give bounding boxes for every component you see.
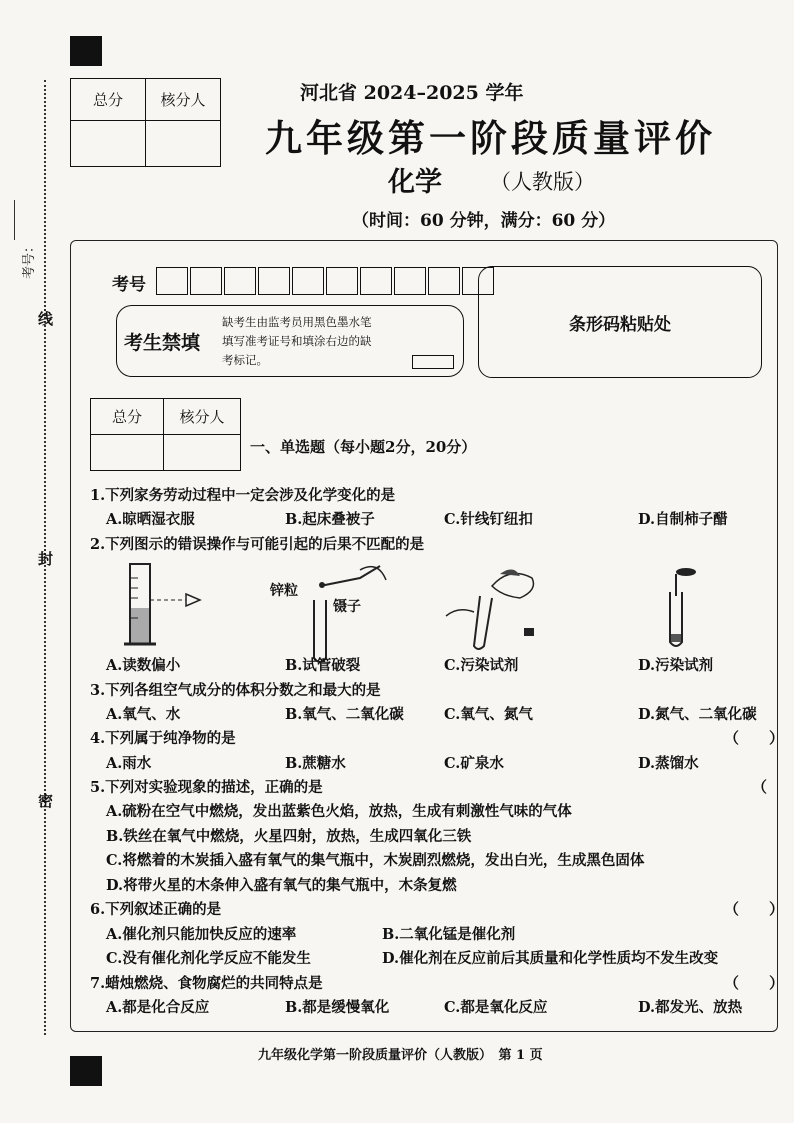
section-checker-header: 核分人 bbox=[164, 399, 241, 435]
q1-option-a[interactable]: A.晾晒湿衣服 bbox=[106, 511, 195, 528]
q3-option-b[interactable]: B.氧气、二氧化碳 bbox=[285, 706, 404, 723]
q6-option-c[interactable]: C.没有催化剂化学反应不能发生 bbox=[106, 950, 311, 967]
corner-mark-top bbox=[70, 36, 102, 66]
q5-option-d[interactable]: D.将带火星的木条伸入盛有氧气的集气瓶中，木条复燃 bbox=[106, 877, 457, 894]
province-year: 河北省 2024–2025 学年 bbox=[300, 82, 524, 104]
side-seal-char: 封 bbox=[38, 550, 54, 568]
corner-mark-bottom bbox=[70, 1056, 102, 1086]
q4-option-a[interactable]: A.雨水 bbox=[106, 755, 152, 772]
q7-answer-paren[interactable]: （ ） bbox=[724, 974, 785, 992]
section-score-table bbox=[90, 398, 241, 471]
q1-option-c[interactable]: C.针线钉纽扣 bbox=[444, 511, 533, 528]
q6-stem: 6.下列叙述正确的是 bbox=[90, 901, 222, 918]
q5-option-b[interactable]: B.铁丝在氧气中燃烧，火星四射，放热，生成四氧化三铁 bbox=[106, 828, 472, 845]
q7-stem: 7.蜡烛燃烧、食物腐烂的共同特点是 bbox=[90, 975, 323, 992]
time-score: （时间：60 分钟，满分：60 分） bbox=[352, 211, 616, 231]
q2-option-d[interactable]: D.污染试剂 bbox=[638, 657, 714, 674]
tweezers-label: 镊子 bbox=[333, 599, 361, 615]
q4-option-c[interactable]: C.矿泉水 bbox=[444, 755, 504, 772]
absent-mark-box[interactable] bbox=[412, 355, 454, 369]
exam-no-box[interactable] bbox=[190, 267, 222, 295]
forbid-text-2: 填写准考证号和填涂右边的缺 bbox=[222, 334, 372, 348]
checker-header: 核分人 bbox=[146, 79, 221, 121]
q2-stem: 2.下列图示的错误操作与可能引起的后果不匹配的是 bbox=[90, 536, 425, 553]
top-score-table bbox=[70, 78, 221, 167]
exam-no-box[interactable] bbox=[258, 267, 290, 295]
exam-no-box[interactable] bbox=[156, 267, 188, 295]
checker-cell[interactable] bbox=[146, 121, 221, 167]
q5-option-c[interactable]: C.将燃着的木炭插入盛有氧气的集气瓶中，木炭剧烈燃烧，发出白光，生成黑色固体 bbox=[106, 852, 645, 869]
section-checker-cell[interactable] bbox=[164, 435, 241, 471]
score-header: 总分 bbox=[71, 79, 146, 121]
q4-option-b[interactable]: B.蔗糖水 bbox=[285, 755, 346, 772]
page-footer: 九年级化学第一阶段质量评价（人教版） 第 1 页 bbox=[258, 1048, 543, 1063]
side-underline bbox=[14, 200, 16, 240]
exam-no-box[interactable] bbox=[394, 267, 426, 295]
barcode-area: 条形码粘贴处 bbox=[478, 266, 762, 378]
forbid-text-3: 考标记。 bbox=[222, 353, 268, 367]
q1-option-b[interactable]: B.起床叠被子 bbox=[285, 511, 375, 528]
side-exam-no: 考号： bbox=[22, 239, 38, 280]
q7-option-b[interactable]: B.都是缓慢氧化 bbox=[285, 999, 390, 1016]
exam-no-label: 考号 bbox=[112, 275, 146, 295]
q5-answer-paren[interactable]: （ bbox=[752, 778, 768, 796]
q1-option-d[interactable]: D.自制柿子醋 bbox=[638, 511, 728, 528]
q2-option-a[interactable]: A.读数偏小 bbox=[106, 657, 181, 674]
q5-stem: 5.下列对实验现象的描述，正确的是 bbox=[90, 779, 323, 796]
q4-answer-paren[interactable]: （ ） bbox=[724, 729, 785, 747]
section-score-cell[interactable] bbox=[91, 435, 164, 471]
exam-no-box[interactable] bbox=[292, 267, 324, 295]
q5-option-a[interactable]: A.硫粉在空气中燃烧，发出蓝紫色火焰，放热，生成有刺激性气味的气体 bbox=[106, 803, 572, 820]
q3-option-c[interactable]: C.氧气、氮气 bbox=[444, 706, 533, 723]
section-title: 一、单选题（每小题2分，20分） bbox=[250, 438, 477, 456]
exam-no-box[interactable] bbox=[326, 267, 358, 295]
q2-option-c[interactable]: C.污染试剂 bbox=[444, 657, 519, 674]
q3-stem: 3.下列各组空气成分的体积分数之和最大的是 bbox=[90, 682, 381, 699]
q6-option-d[interactable]: D.催化剂在反应前后其质量和化学性质均不发生改变 bbox=[382, 950, 719, 967]
section-score-header: 总分 bbox=[91, 399, 164, 435]
q1-stem: 1.下列家务劳动过程中一定会涉及化学变化的是 bbox=[90, 487, 396, 504]
graduated-cylinder-illustration bbox=[120, 558, 210, 650]
forbid-title: 考生禁填 bbox=[124, 332, 201, 354]
q3-option-d[interactable]: D.氮气、二氧化碳 bbox=[638, 706, 757, 723]
score-cell[interactable] bbox=[71, 121, 146, 167]
q7-option-a[interactable]: A.都是化合反应 bbox=[106, 999, 210, 1016]
edition: （人教版） bbox=[490, 170, 595, 194]
exam-no-box[interactable] bbox=[224, 267, 256, 295]
side-dense-char: 密 bbox=[38, 792, 54, 810]
q7-option-d[interactable]: D.都发光、放热 bbox=[638, 999, 743, 1016]
q2-option-b[interactable]: B.试管破裂 bbox=[285, 657, 361, 674]
q4-stem: 4.下列属于纯净物的是 bbox=[90, 730, 236, 747]
q7-option-c[interactable]: C.都是氧化反应 bbox=[444, 999, 548, 1016]
forbid-text-1: 缺考生由监考员用黑色墨水笔 bbox=[222, 315, 372, 329]
dropper-tube-illustration bbox=[660, 566, 700, 656]
side-line-char: 线 bbox=[38, 310, 54, 328]
subject-title: 化学 bbox=[388, 167, 442, 198]
main-title: 九年级第一阶段质量评价 bbox=[265, 116, 716, 160]
exam-no-box[interactable] bbox=[428, 267, 460, 295]
q6-option-a[interactable]: A.催化剂只能加快反应的速率 bbox=[106, 926, 297, 943]
q6-option-b[interactable]: B.二氧化锰是催化剂 bbox=[382, 926, 516, 943]
reagent-pour-illustration bbox=[440, 556, 550, 668]
q6-answer-paren[interactable]: （ ） bbox=[724, 900, 785, 918]
q4-option-d[interactable]: D.蒸馏水 bbox=[638, 755, 699, 772]
q3-option-a[interactable]: A.氧气、水 bbox=[106, 706, 181, 723]
exam-no-box[interactable] bbox=[360, 267, 392, 295]
zinc-label: 锌粒 bbox=[270, 583, 298, 599]
